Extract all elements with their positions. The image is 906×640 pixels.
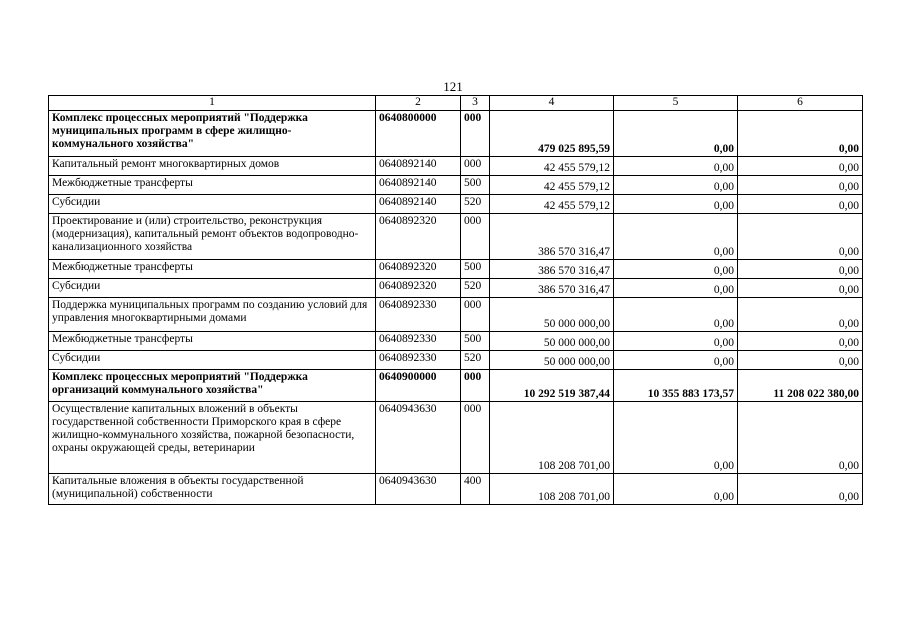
row-name-cell: Капитальные вложения в объекты государственной (муниципальной) собственности (49, 474, 376, 505)
row-value-col5-cell: 0,00 (614, 157, 738, 176)
column-header: 4 (490, 96, 614, 111)
row-type-cell: 400 (461, 474, 490, 505)
row-name-cell: Субсидии (49, 351, 376, 370)
row-name-cell: Комплекс процессных мероприятий "Поддержка муниципальных программ в сфере жилищно-коммунального хозяйства" (49, 111, 376, 157)
row-value-col6-cell: 0,00 (738, 260, 863, 279)
row-value-col4-cell: 50 000 000,00 (490, 298, 614, 332)
column-header: 5 (614, 96, 738, 111)
row-type-cell: 000 (461, 111, 490, 157)
row-value-col5-cell: 0,00 (614, 474, 738, 505)
table-header-row (49, 96, 863, 111)
row-type-cell: 000 (461, 402, 490, 474)
table-row (49, 260, 863, 279)
row-value-col5-cell: 0,00 (614, 332, 738, 351)
column-header: 1 (49, 96, 376, 111)
table-row (49, 111, 863, 157)
row-value-col6-cell: 0,00 (738, 351, 863, 370)
row-code-cell: 0640892330 (376, 332, 461, 351)
row-value-col4-cell: 10 292 519 387,44 (490, 370, 614, 402)
row-value-col5-cell: 0,00 (614, 111, 738, 157)
table-row (49, 214, 863, 260)
row-value-col5-cell: 0,00 (614, 298, 738, 332)
row-name-cell: Поддержка муниципальных программ по созданию условий для управления многоквартирными домами (49, 298, 376, 332)
row-value-col6-cell: 0,00 (738, 214, 863, 260)
row-value-col4-cell: 108 208 701,00 (490, 474, 614, 505)
row-type-cell: 520 (461, 195, 490, 214)
row-code-cell: 0640943630 (376, 474, 461, 505)
row-value-col6-cell: 0,00 (738, 279, 863, 298)
row-value-col5-cell: 0,00 (614, 351, 738, 370)
table-row (49, 370, 863, 402)
row-name-cell: Межбюджетные трансферты (49, 176, 376, 195)
row-code-cell: 0640892320 (376, 214, 461, 260)
row-name-cell: Капитальный ремонт многоквартирных домов (49, 157, 376, 176)
table-row (49, 157, 863, 176)
row-value-col6-cell: 0,00 (738, 298, 863, 332)
row-type-cell: 000 (461, 157, 490, 176)
row-name-cell: Субсидии (49, 279, 376, 298)
row-value-col4-cell: 50 000 000,00 (490, 351, 614, 370)
row-type-cell: 000 (461, 298, 490, 332)
row-code-cell: 0640892330 (376, 298, 461, 332)
table-row (49, 332, 863, 351)
row-value-col5-cell: 0,00 (614, 260, 738, 279)
row-code-cell: 0640943630 (376, 402, 461, 474)
row-name-cell: Осуществление капитальных вложений в объекты государственной собственности Приморского края в сфере жилищно-коммунального хозяйства, пожарной безопасности, охраны окружающей среды, ветеринарии (49, 402, 376, 474)
table-row (49, 351, 863, 370)
row-value-col6-cell: 0,00 (738, 157, 863, 176)
row-name-cell: Межбюджетные трансферты (49, 260, 376, 279)
row-code-cell: 0640892330 (376, 351, 461, 370)
row-type-cell: 520 (461, 279, 490, 298)
row-name-cell: Межбюджетные трансферты (49, 332, 376, 351)
row-value-col4-cell: 108 208 701,00 (490, 402, 614, 474)
table-row (49, 298, 863, 332)
row-value-col4-cell: 42 455 579,12 (490, 176, 614, 195)
row-value-col4-cell: 42 455 579,12 (490, 195, 614, 214)
row-type-cell: 520 (461, 351, 490, 370)
row-value-col4-cell: 386 570 316,47 (490, 260, 614, 279)
row-code-cell: 0640892320 (376, 279, 461, 298)
row-value-col4-cell: 42 455 579,12 (490, 157, 614, 176)
column-header: 3 (461, 96, 490, 111)
row-value-col6-cell: 0,00 (738, 474, 863, 505)
column-header: 2 (376, 96, 461, 111)
row-value-col5-cell: 0,00 (614, 195, 738, 214)
row-type-cell: 500 (461, 332, 490, 351)
table-body (49, 96, 863, 505)
table-row (49, 195, 863, 214)
row-value-col5-cell: 10 355 883 173,57 (614, 370, 738, 402)
row-value-col4-cell: 386 570 316,47 (490, 214, 614, 260)
page-number: 121 (443, 79, 463, 94)
row-code-cell: 0640800000 (376, 111, 461, 157)
row-value-col4-cell: 50 000 000,00 (490, 332, 614, 351)
column-header: 6 (738, 96, 863, 111)
row-value-col4-cell: 386 570 316,47 (490, 279, 614, 298)
row-code-cell: 0640892140 (376, 157, 461, 176)
row-value-col6-cell: 0,00 (738, 176, 863, 195)
row-code-cell: 0640892320 (376, 260, 461, 279)
row-value-col4-cell: 479 025 895,59 (490, 111, 614, 157)
row-value-col6-cell: 0,00 (738, 332, 863, 351)
row-value-col5-cell: 0,00 (614, 214, 738, 260)
row-name-cell: Субсидии (49, 195, 376, 214)
table-row (49, 279, 863, 298)
row-value-col6-cell: 0,00 (738, 402, 863, 474)
row-value-col6-cell: 11 208 022 380,00 (738, 370, 863, 402)
row-type-cell: 500 (461, 176, 490, 195)
row-code-cell: 0640892140 (376, 195, 461, 214)
row-type-cell: 500 (461, 260, 490, 279)
row-name-cell: Проектирование и (или) строительство, реконструкция (модернизация), капитальный ремонт объектов водопроводно-канализационного хозяйства (49, 214, 376, 260)
row-value-col5-cell: 0,00 (614, 279, 738, 298)
row-code-cell: 0640892140 (376, 176, 461, 195)
row-value-col6-cell: 0,00 (738, 111, 863, 157)
row-value-col6-cell: 0,00 (738, 195, 863, 214)
row-code-cell: 0640900000 (376, 370, 461, 402)
row-type-cell: 000 (461, 370, 490, 402)
row-name-cell: Комплекс процессных мероприятий "Поддержка организаций коммунального хозяйства" (49, 370, 376, 402)
row-value-col5-cell: 0,00 (614, 176, 738, 195)
row-type-cell: 000 (461, 214, 490, 260)
table-row (49, 402, 863, 474)
row-value-col5-cell: 0,00 (614, 402, 738, 474)
table-row (49, 474, 863, 505)
budget-table (48, 95, 863, 505)
table-row (49, 176, 863, 195)
